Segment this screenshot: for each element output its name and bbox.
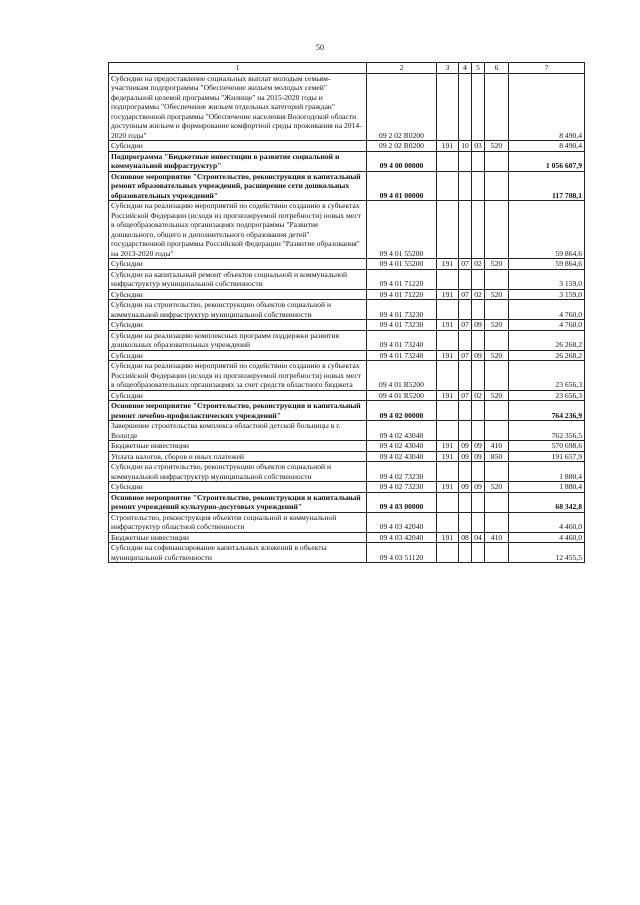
target-code: 09 4 02 43040 — [367, 421, 437, 441]
table-row — [109, 421, 585, 441]
subsection-code: 04 — [472, 532, 485, 543]
section-code — [459, 151, 472, 171]
table-row — [109, 171, 585, 201]
ministry-code — [437, 361, 459, 391]
expense-type-code — [485, 269, 509, 289]
subsection-code — [472, 492, 485, 512]
target-code: 09 4 02 43040 — [367, 451, 437, 462]
section-code: 07 — [459, 259, 472, 270]
row-name: Субсидии — [109, 482, 367, 493]
expense-type-code — [485, 492, 509, 512]
row-name: Субсидии — [109, 289, 367, 300]
row-name: Бюджетные инвестиции — [109, 441, 367, 452]
table-row — [109, 543, 585, 563]
subsection-code — [472, 300, 485, 320]
amount: 1 056 607,9 — [509, 151, 585, 171]
amount: 1 880,4 — [509, 462, 585, 482]
header-cell: 6 — [485, 63, 509, 74]
table-row — [109, 289, 585, 300]
subsection-code: 09 — [472, 451, 485, 462]
header-cell: 5 — [472, 63, 485, 74]
subsection-code: 09 — [472, 350, 485, 361]
header-row — [109, 63, 585, 74]
section-code — [459, 401, 472, 421]
expense-type-code: 520 — [485, 482, 509, 493]
subsection-code: 09 — [472, 320, 485, 331]
table-row — [109, 482, 585, 493]
ministry-code: 191 — [437, 482, 459, 493]
target-code: 09 2 02 R0200 — [367, 73, 437, 141]
subsection-code: 09 — [472, 441, 485, 452]
table-row — [109, 390, 585, 401]
target-code: 09 4 01 55200 — [367, 259, 437, 270]
table-row — [109, 259, 585, 270]
table-row — [109, 201, 585, 259]
subsection-code: 03 — [472, 141, 485, 152]
row-name: Бюджетные инвестиции — [109, 532, 367, 543]
ministry-code — [437, 73, 459, 141]
section-code — [459, 492, 472, 512]
target-code: 09 4 01 73240 — [367, 330, 437, 350]
subsection-code: 02 — [472, 390, 485, 401]
target-code: 09 2 02 R0200 — [367, 141, 437, 152]
row-name: Субсидии — [109, 259, 367, 270]
row-name: Субсидии на реализацию мероприятий по содействию созданию в субъектах Российской Федерации (исходя из прогнозируемой потребности) новых мест в общеобразовательных организациях за счет средств областного бюджета — [109, 361, 367, 391]
row-name: Субсидии на капитальный ремонт объектов социальной и коммунальной инфраструктур муниципальной собственности — [109, 269, 367, 289]
subsection-code — [472, 151, 485, 171]
ministry-code: 191 — [437, 441, 459, 452]
table-row — [109, 350, 585, 361]
table-row — [109, 401, 585, 421]
amount: 1 880,4 — [509, 482, 585, 493]
section-code — [459, 330, 472, 350]
subsection-code — [472, 330, 485, 350]
section-code — [459, 421, 472, 441]
expense-type-code: 410 — [485, 441, 509, 452]
table-row — [109, 441, 585, 452]
expense-type-code — [485, 401, 509, 421]
ministry-code — [437, 421, 459, 441]
target-code: 09 4 02 00000 — [367, 401, 437, 421]
amount: 3 159,0 — [509, 269, 585, 289]
row-name: Субсидии — [109, 141, 367, 152]
section-code — [459, 73, 472, 141]
row-name: Субсидии на строительство, реконструкцию объектов социальной и коммунальной инфраструктур муниципальной собственности — [109, 300, 367, 320]
row-name: Субсидии — [109, 350, 367, 361]
page-number: 50 — [316, 43, 324, 52]
target-code: 09 4 02 73230 — [367, 462, 437, 482]
expense-type-code: 410 — [485, 532, 509, 543]
expense-type-code — [485, 300, 509, 320]
target-code: 09 4 02 43040 — [367, 441, 437, 452]
table-row — [109, 151, 585, 171]
amount: 191 657,9 — [509, 451, 585, 462]
subsection-code: 02 — [472, 259, 485, 270]
expense-type-code — [485, 171, 509, 201]
section-code: 07 — [459, 289, 472, 300]
budget-table — [108, 62, 585, 563]
target-code: 09 4 01 00000 — [367, 171, 437, 201]
ministry-code — [437, 300, 459, 320]
section-code: 07 — [459, 390, 472, 401]
expense-type-code — [485, 73, 509, 141]
table-row — [109, 462, 585, 482]
expense-type-code: 520 — [485, 350, 509, 361]
subsection-code — [472, 171, 485, 201]
subsection-code — [472, 269, 485, 289]
section-code — [459, 512, 472, 532]
section-code — [459, 171, 472, 201]
ministry-code — [437, 171, 459, 201]
expense-type-code — [485, 330, 509, 350]
table-row — [109, 330, 585, 350]
ministry-code — [437, 330, 459, 350]
table-row — [109, 141, 585, 152]
amount: 23 656,3 — [509, 361, 585, 391]
section-code — [459, 361, 472, 391]
table-row — [109, 269, 585, 289]
ministry-code — [437, 269, 459, 289]
table-row — [109, 532, 585, 543]
target-code: 09 4 01 73230 — [367, 300, 437, 320]
table-row — [109, 361, 585, 391]
target-code: 09 4 03 42040 — [367, 512, 437, 532]
header-cell: 2 — [367, 63, 437, 74]
header-cell: 3 — [437, 63, 459, 74]
amount: 570 698,6 — [509, 441, 585, 452]
subsection-code — [472, 401, 485, 421]
amount: 23 656,3 — [509, 390, 585, 401]
expense-type-code — [485, 543, 509, 563]
amount: 26 268,2 — [509, 350, 585, 361]
table-row — [109, 300, 585, 320]
row-name: Субсидии на предоставление социальных выплат молодым семьям-участникам подпрограммы "Обеспечение жильем молодых семей" федеральной целевой программы "Жилище" на 2015-2020 годы и подпрограммы "Обеспечение жильем отдельных категорий граждан" государственной программы "Обеспечение населения Вологодской области доступным жильем и формирование комфортной среды проживания на 2014-2020 годы" — [109, 73, 367, 141]
section-code — [459, 201, 472, 259]
ministry-code — [437, 201, 459, 259]
ministry-code — [437, 543, 459, 563]
amount: 3 159,0 — [509, 289, 585, 300]
ministry-code: 191 — [437, 259, 459, 270]
section-code: 10 — [459, 141, 472, 152]
target-code: 09 4 01 R5200 — [367, 361, 437, 391]
ministry-code: 191 — [437, 350, 459, 361]
section-code: 07 — [459, 350, 472, 361]
expense-type-code — [485, 421, 509, 441]
expense-type-code — [485, 201, 509, 259]
header-cell: 4 — [459, 63, 472, 74]
subsection-code: 02 — [472, 289, 485, 300]
amount: 68 342,8 — [509, 492, 585, 512]
amount: 117 708,1 — [509, 171, 585, 201]
amount: 4 760,0 — [509, 300, 585, 320]
row-name: Субсидии на софинансирование капитальных вложений в объекты муниципальной собственности — [109, 543, 367, 563]
header-cell: 1 — [109, 63, 367, 74]
target-code: 09 4 01 73230 — [367, 320, 437, 331]
row-name: Основное мероприятие "Строительство, реконструкция и капитальный ремонт учреждений культурно-досуговых учреждений" — [109, 492, 367, 512]
amount: 4 760,0 — [509, 320, 585, 331]
target-code: 09 4 00 00000 — [367, 151, 437, 171]
table-row — [109, 451, 585, 462]
row-name: Строительство, реконструкция объектов социальной и коммунальной инфраструктур областной собственности — [109, 512, 367, 532]
expense-type-code — [485, 151, 509, 171]
subsection-code — [472, 462, 485, 482]
row-name: Подпрограмма "Бюджетные инвестиции в развитие социальной и коммунальной инфраструктур" — [109, 151, 367, 171]
table-row — [109, 320, 585, 331]
amount: 8 490,4 — [509, 141, 585, 152]
amount: 764 236,9 — [509, 401, 585, 421]
amount: 4 460,0 — [509, 532, 585, 543]
row-name: Уплата налогов, сборов и иных платежей — [109, 451, 367, 462]
expense-type-code: 520 — [485, 259, 509, 270]
target-code: 09 4 01 55200 — [367, 201, 437, 259]
target-code: 09 4 03 00000 — [367, 492, 437, 512]
subsection-code — [472, 421, 485, 441]
section-code: 09 — [459, 451, 472, 462]
ministry-code — [437, 512, 459, 532]
header-cell: 7 — [509, 63, 585, 74]
table-row — [109, 73, 585, 141]
expense-type-code — [485, 512, 509, 532]
ministry-code: 191 — [437, 390, 459, 401]
row-name: Основное мероприятие "Строительство, реконструкция и капитальный ремонт образовательных учреждений, расширение сети дошкольных образовательных учреждений" — [109, 171, 367, 201]
ministry-code: 191 — [437, 320, 459, 331]
target-code: 09 4 01 73240 — [367, 350, 437, 361]
subsection-code — [472, 73, 485, 141]
expense-type-code: 520 — [485, 390, 509, 401]
row-name: Субсидии на реализацию комплексных программ поддержки развития дошкольных образовательных учреждений — [109, 330, 367, 350]
amount: 4 460,0 — [509, 512, 585, 532]
target-code: 09 4 02 73230 — [367, 482, 437, 493]
target-code: 09 4 03 42040 — [367, 532, 437, 543]
amount: 12 455,5 — [509, 543, 585, 563]
target-code: 09 4 03 51120 — [367, 543, 437, 563]
amount: 59 864,6 — [509, 201, 585, 259]
amount: 8 490,4 — [509, 73, 585, 141]
row-name: Субсидии — [109, 390, 367, 401]
expense-type-code: 520 — [485, 320, 509, 331]
section-code — [459, 543, 472, 563]
expense-type-code: 850 — [485, 451, 509, 462]
expense-type-code — [485, 361, 509, 391]
ministry-code — [437, 462, 459, 482]
ministry-code — [437, 492, 459, 512]
subsection-code: 09 — [472, 482, 485, 493]
expense-type-code: 520 — [485, 141, 509, 152]
target-code: 09 4 01 R5200 — [367, 390, 437, 401]
row-name: Субсидии — [109, 320, 367, 331]
subsection-code — [472, 512, 485, 532]
row-name: Завершение строительства комплекса областной детской больницы в г. Вологде — [109, 421, 367, 441]
expense-type-code — [485, 462, 509, 482]
subsection-code — [472, 201, 485, 259]
section-code — [459, 462, 472, 482]
table-row — [109, 492, 585, 512]
table-row — [109, 512, 585, 532]
amount: 762 356,5 — [509, 421, 585, 441]
ministry-code: 191 — [437, 141, 459, 152]
subsection-code — [472, 361, 485, 391]
section-code — [459, 269, 472, 289]
ministry-code — [437, 401, 459, 421]
row-name: Субсидии на реализацию мероприятий по содействию созданию в субъектах Российской Федерации (исходя из прогнозируемой потребности) новых мест в общеобразовательных организациях подпрограммы "Развитие дошкольного, общего и дополнительного образования детей" государственной программы Российской Федерации "Развитие образования" на 2013-2020 годы" — [109, 201, 367, 259]
amount: 59 864,6 — [509, 259, 585, 270]
row-name: Субсидии на строительство, реконструкцию объектов социальной и коммунальной инфраструктур муниципальной собственности — [109, 462, 367, 482]
target-code: 09 4 01 71220 — [367, 269, 437, 289]
section-code: 08 — [459, 532, 472, 543]
expense-type-code: 520 — [485, 289, 509, 300]
ministry-code — [437, 151, 459, 171]
ministry-code: 191 — [437, 289, 459, 300]
ministry-code: 191 — [437, 451, 459, 462]
amount: 26 268,2 — [509, 330, 585, 350]
ministry-code: 191 — [437, 532, 459, 543]
section-code — [459, 300, 472, 320]
section-code: 07 — [459, 320, 472, 331]
section-code: 09 — [459, 482, 472, 493]
row-name: Основное мероприятие "Строительство, реконструкция и капитальный ремонт лечебно-профилактических учреждений" — [109, 401, 367, 421]
subsection-code — [472, 543, 485, 563]
section-code: 09 — [459, 441, 472, 452]
target-code: 09 4 01 71220 — [367, 289, 437, 300]
